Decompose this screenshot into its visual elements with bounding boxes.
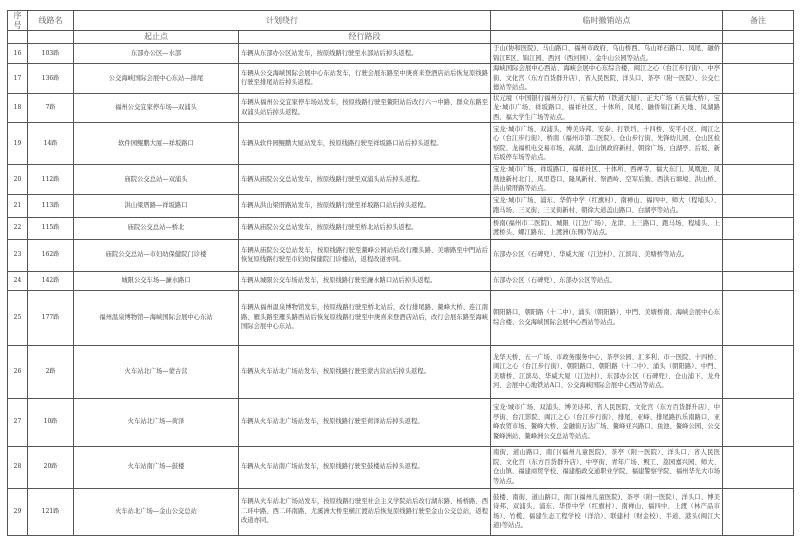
row-seq: 23 — [8, 239, 28, 271]
row-route: 车辆从东部办公区站发车，按原线路行驶至水部站后掉头返程。 — [239, 44, 491, 64]
row-remark — [723, 446, 794, 488]
table-row — [8, 123, 794, 165]
row-endpoints: 火车站南广场—鼓楼 — [74, 446, 239, 488]
row-endpoints: 福州温泉博物馆—海峡国际会展中心东站 — [74, 290, 239, 345]
row-route: 车辆从福州温泉博物馆发车，按原线路行驶至桥北站后，改行排尾路、鳌峰大桥、连江南路、雁头路至雁头路西站后恢复原线路行驶至中庚喜来登酒店站后，改行会展东路至海峡国际会展中心东站。 — [239, 290, 491, 345]
row-cancelled-stops: 朝阳路口、朝阳路（十二中）、涌头（朝阳路）、中門、美塘桥南、海峡会展中心东综合楼、公交海峡国际会展中心西站等站点。 — [491, 290, 723, 345]
table-row — [8, 290, 794, 345]
table-row — [8, 64, 794, 94]
row-seq: 18 — [8, 93, 28, 123]
row-seq: 27 — [8, 398, 28, 446]
table-row — [8, 194, 794, 217]
row-remark — [723, 217, 794, 239]
row-remark — [723, 165, 794, 195]
subheader-empty — [723, 31, 794, 44]
row-remark — [723, 345, 794, 398]
row-route: 车辆从火车站南广场站发车，按原线路行驶至鼓楼站后掉头返程。 — [239, 446, 491, 488]
row-seq: 21 — [8, 194, 28, 217]
row-route: 车辆从火车站北广场站发车，按原线路行驶至蒙古营站后掉头返程。 — [239, 345, 491, 398]
row-endpoints: 火车站北广场—金山公交总站 — [74, 488, 239, 535]
row-line-name: 14路 — [28, 123, 74, 165]
table-row — [8, 165, 794, 195]
row-endpoints: 庙院公交总站—市妇幼保健院门诊楼 — [74, 239, 239, 271]
row-remark — [723, 123, 794, 165]
row-seq: 20 — [8, 165, 28, 195]
row-remark — [723, 271, 794, 290]
row-route: 车辆从庙院公交总站发车，按原线路行驶至鳌峰公园站后改行雁头路、美塘路至中門站后恢复原线路行驶至市妇幼保健院门诊楼站，返程改道亦同。 — [239, 239, 491, 271]
header-cancelled: 临时撤销站点 — [491, 11, 723, 31]
row-remark — [723, 93, 794, 123]
row-cancelled-stops: 东部办公区（石碑兜）、华威大厦（江边村）、江滨岛、美塘桥等站点。 — [491, 239, 723, 271]
row-endpoints: 城限公交车场—濂水路口 — [74, 271, 239, 290]
subheader-empty — [28, 31, 74, 44]
row-remark — [723, 239, 794, 271]
subheader-row — [8, 31, 794, 44]
row-cancelled-stops: 宝龙·城市广场、双浦头、博美诗邦、省人民医院、文化宫（东方百货群升店）、中亭街、台江影院、闽江之心（台江步行街）、排尾、亚峰、排尾路扒乐南路口、亚峰农贸市场、鳌峰大桥、金融街万达广场、鳌峰亚兴路口、鱼池、鳌峰公园、公交鳌峰洲站、鳌峰洲公交总站等站点。 — [491, 398, 723, 446]
subheader-empty — [491, 31, 723, 44]
row-cancelled-stops: 南街、道山路口、南门(福州儿童医院)、茶亭（附一医院）、洋头口、省人民医院、文化宫（东方百货群升店）、中亭街、青年广场、鲵工、荔园嘉兴园、师大、仓山镇、福建商贸学校、福建船政交通职业学院、福建警察学院、福州华光大市场等站点。 — [491, 446, 723, 488]
row-line-name: 162路 — [28, 239, 74, 271]
row-endpoints: 福州公交宜家停车场—双浦头 — [74, 93, 239, 123]
table-row — [8, 488, 794, 535]
row-remark — [723, 64, 794, 94]
row-seq: 22 — [8, 217, 28, 239]
table-row — [8, 217, 794, 239]
table-row — [8, 271, 794, 290]
row-endpoints: 东部办公区—水部 — [74, 44, 239, 64]
row-cancelled-stops: 状元境（中国银行福州分行）、五福大桥（铁道大厦）、正大广场（五福大桥）、宝龙·城市广场、祥坂路口、福祥社区、十体所、凤尾、融侨锦江新天地、凤湖路西、福大学生广场等站点。 — [491, 93, 723, 123]
row-route: 车辆从庙院公交总站发车，按原线路行驶至双浦头站后掉头返程。 — [239, 165, 491, 195]
header-route: 经行路段 — [239, 31, 491, 44]
row-line-name: 112路 — [28, 165, 74, 195]
header-row — [8, 11, 794, 31]
row-cancelled-stops: 海峡国际会展中心西站、海峡会展中心东综合楼、闽江之心（台江步行街）、中亭街、文化宫（东方百货群升店）、省人民医院、洋头口、茶亭（附一医院）、公交仁德站等站点。 — [491, 64, 723, 94]
row-line-name: 177路 — [28, 290, 74, 345]
row-line-name: 121路 — [28, 488, 74, 535]
row-line-name: 103路 — [28, 44, 74, 64]
row-seq: 19 — [8, 123, 28, 165]
row-cancelled-stops: 龙华天桥、五一广场、市政务服务中心、茶亭公园、汇多利、市一医院、十四桥、闽江之心（台江步行街）、朝阳路口、朝阳路（十二中）、涌头（朝阳路）、中門、美塘桥、江滨岛、华威大厦（江边村）、东部办公区（石碑兜）、仓山浦下、龙舟河、会展中心地铁站A口、公交海峡国际会展中心西站等站点。 — [491, 345, 723, 398]
row-remark — [723, 398, 794, 446]
row-cancelled-stops: 于山(协和医院)、马山路口、福州市政府、乌山桥西、乌山祥石路口、凤尾、融侨锦江E区、锦江园、西河（西河园）、金牛山公园等站点。 — [491, 44, 723, 64]
row-remark — [723, 44, 794, 64]
table-body — [8, 44, 794, 536]
row-route: 车辆从洪山梁厝路站发车，按原线路行驶至祥坂路口站后掉头返程。 — [239, 194, 491, 217]
row-line-name: 10路 — [28, 398, 74, 446]
table-row — [8, 446, 794, 488]
header-remark: 备注 — [723, 11, 794, 31]
row-route: 车辆从城限公交车场站发车，按原线路行驶至濂水路口站后掉头返程。 — [239, 271, 491, 290]
row-route: 车辆从公交海峡国际会展中心东站发车，行驶会展东路至中庚喜来登酒店站后恢复原线路行驶至排尾站后掉头返程。 — [239, 64, 491, 94]
row-line-name: 20路 — [28, 446, 74, 488]
row-endpoints: 火车站北广场—荷泽 — [74, 398, 239, 446]
row-seq: 16 — [8, 44, 28, 64]
row-seq: 26 — [8, 345, 28, 398]
row-route: 车辆从火车站北广场站发车，按原线路行驶至荷泽站后掉头返程。 — [239, 398, 491, 446]
row-remark — [723, 290, 794, 345]
row-route: 车辆从火车站北广场站发车，按原线路行驶至社会主义学院站后改行湖东路、杨桥路、西二环中路、西二环南路、尤溪洲大桥至横江渡站后恢复原线路行驶至金山公交总站，返程改道亦同。 — [239, 488, 491, 535]
row-line-name: 2路 — [28, 345, 74, 398]
row-cancelled-stops: 鼓楼、南街、道山路口、南门(福州儿童医院)、茶亭（附一医院）、洋头口、博美诗邦、双浦头、浦东、华侨中学（红旗村）、南禅山、福四中、上渡（林产品市场）、竹榄、福建生态工程学校（洋洽）、联建村（财金校）、半道、港头(闽江大道)等站点。 — [491, 488, 723, 535]
row-line-name: 7路 — [28, 93, 74, 123]
row-cancelled-stops: 东部办公区（石碑兜）、东部办公区等站点。 — [491, 271, 723, 290]
row-line-name: 142路 — [28, 271, 74, 290]
row-seq: 28 — [8, 446, 28, 488]
header-line: 线路名 — [28, 11, 74, 31]
row-cancelled-stops: 桥南(福州市二医院)、城限（江边广场）、龙津、上三路口、跑马场、程埔头、上渡桥头、螺江路东、上渡洲(东侧)等站点。 — [491, 217, 723, 239]
header-plan: 计划绕行 — [74, 11, 491, 31]
row-line-name: 136路 — [28, 64, 74, 94]
header-seq: 序号 — [8, 11, 28, 31]
row-line-name: 115路 — [28, 217, 74, 239]
row-endpoints: 洪山梁厝路—祥坂路口 — [74, 194, 239, 217]
row-endpoints: 软件园鲲鹏大厦—祥坂路口 — [74, 123, 239, 165]
row-seq: 17 — [8, 64, 28, 94]
row-endpoints: 庙院公交总站—桥北 — [74, 217, 239, 239]
row-endpoints: 公交海峡国际会展中心东站—排尾 — [74, 64, 239, 94]
row-line-name: 113路 — [28, 194, 74, 217]
row-route: 车辆从福州公交宜家停车场站发车，按原线路行驶至鳌阳站后改行六一中路、群众东路至双浦头站后掉头返程。 — [239, 93, 491, 123]
subheader-empty — [8, 31, 28, 44]
row-remark — [723, 194, 794, 217]
row-endpoints: 火车站北广场—蒙古营 — [74, 345, 239, 398]
header-endpoints: 起止点 — [74, 31, 239, 44]
row-cancelled-stops: 宝龙·城市广场、祥坂路口、福祥社区、十体所、西禅寺、福大东门、凤凰池、凤凰池新村北门、凤里巷口、隆凤新村、祭酒岭、空军后勤、西洪石塘境、洪山桥、洪山梁厝路等站点。 — [491, 165, 723, 195]
table-row — [8, 345, 794, 398]
table-row — [8, 398, 794, 446]
row-remark — [723, 488, 794, 535]
table-row — [8, 93, 794, 123]
row-seq: 24 — [8, 271, 28, 290]
row-cancelled-stops: 宝龙·城市广场、浦东、华侨中学（红旗村）、南禅山、福四中、师大（程埔头）、跑马场、三叉街、三叉街新村、朝徐大道盖山路口、白湖亭等站点。 — [491, 194, 723, 217]
table-row — [8, 239, 794, 271]
row-endpoints: 庙院公交总站—双浦头 — [74, 165, 239, 195]
detour-table — [7, 10, 794, 536]
row-cancelled-stops: 宝龙·城市广场、双浦头、博美诗邦、安泰、打铁垱、十四桥、安平小区、闽江之心（台江步行街）、桥南（福州市第二医院）、仓山步行街、先锋幼儿园、仓山区检察院、龙福机电交易市场、高湖、盖山镇政府新村、朝徐广场、白湖亭、后坂、新后坂停车场等站点。 — [491, 123, 723, 165]
table-row — [8, 44, 794, 64]
row-route: 车辆从庙院公交总站发车，按原线路行驶至桥北站后掉头返程。 — [239, 217, 491, 239]
row-route: 车辆从软件园鲲鹏大厦站发车，按原线路行驶至祥坂路口站后掉头返程。 — [239, 123, 491, 165]
row-seq: 25 — [8, 290, 28, 345]
row-seq: 29 — [8, 488, 28, 535]
